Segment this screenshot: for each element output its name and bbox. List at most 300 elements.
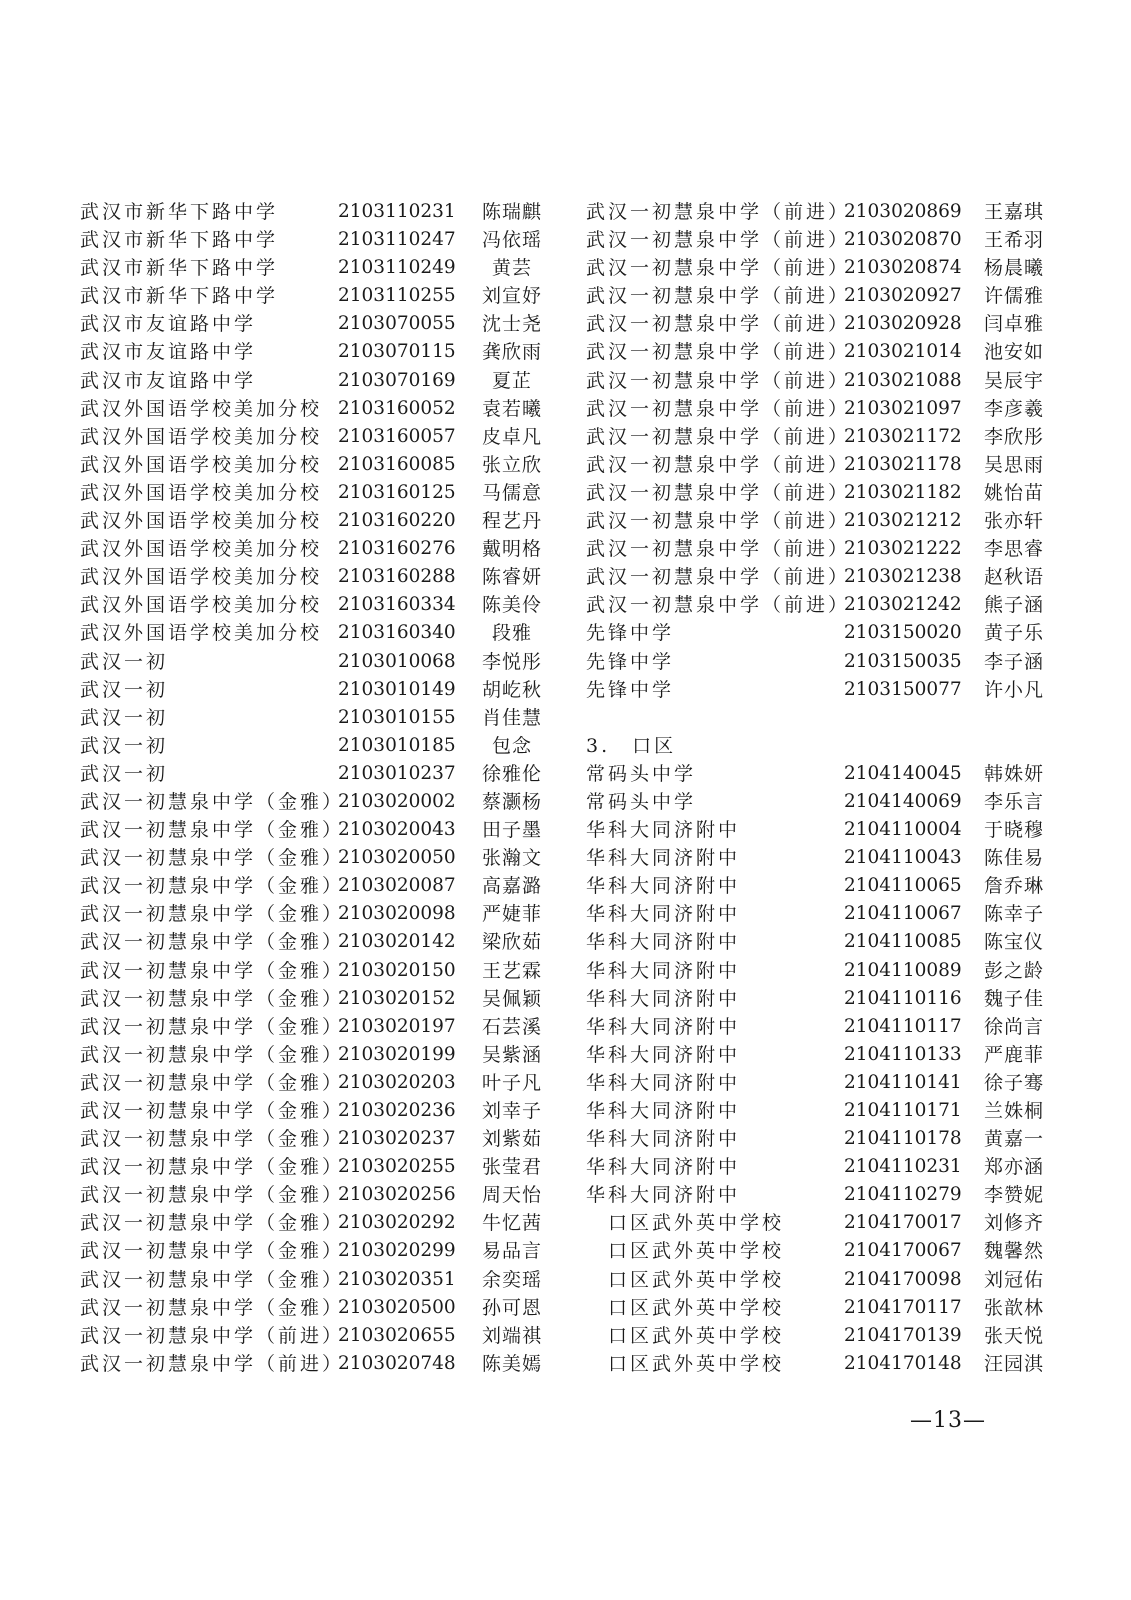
student-id-cell: 2104110171 — [844, 1100, 962, 1121]
table-row — [80, 957, 560, 985]
table-row — [586, 648, 1066, 676]
student-name-cell: 程艺丹 — [481, 510, 542, 533]
table-row — [586, 900, 1066, 928]
table-row — [586, 395, 1066, 423]
school-cell: 华科大同济附中 — [586, 1128, 741, 1151]
student-name-cell: 徐子骞 — [983, 1071, 1044, 1094]
school-cell: 常码头中学 — [586, 762, 697, 785]
school-cell: 口区武外英中学校 — [586, 1212, 785, 1235]
student-id-cell: 2103020050 — [338, 847, 456, 869]
student-id-cell: 2103160220 — [338, 510, 456, 532]
student-name-cell: 沈士尧 — [481, 313, 542, 336]
school-cell: 武汉一初慧泉中学（前进） — [586, 229, 851, 252]
student-name-cell: 梁欣茹 — [481, 931, 542, 954]
student-id-cell: 2103020142 — [338, 931, 456, 953]
student-name-cell: 李乐言 — [983, 790, 1044, 813]
table-row — [80, 563, 560, 591]
table-row — [80, 648, 560, 676]
school-cell: 武汉一初慧泉中学（金雅） — [80, 987, 345, 1010]
student-id-cell: 2103020199 — [338, 1043, 456, 1065]
student-id-cell: 2103010185 — [338, 734, 456, 756]
table-row — [586, 226, 1066, 254]
school-cell: 武汉一初慧泉中学（前进） — [586, 566, 851, 589]
student-name-cell: 姚怡苗 — [983, 481, 1044, 504]
table-row — [586, 535, 1066, 563]
student-id-cell: 2103110249 — [338, 257, 456, 279]
school-cell: 武汉外国语学校美加分校 — [80, 453, 323, 476]
table-row — [586, 844, 1066, 872]
student-id-cell: 2104140069 — [844, 790, 962, 812]
table-row — [80, 451, 560, 479]
student-name-cell: 夏芷 — [491, 369, 532, 392]
table-row — [586, 1237, 1066, 1265]
table-row — [80, 535, 560, 563]
student-id-cell: 2103020255 — [338, 1156, 456, 1178]
school-cell: 常码头中学 — [586, 790, 697, 813]
school-cell: 武汉市友谊路中学 — [80, 341, 257, 364]
table-row — [586, 1181, 1066, 1209]
table-row — [586, 985, 1066, 1013]
student-id-cell: 2103021182 — [844, 481, 962, 503]
page-number: —13— — [910, 1408, 986, 1433]
student-id-cell: 2104170067 — [844, 1240, 962, 1262]
school-cell: 武汉一初慧泉中学（金雅） — [80, 847, 345, 870]
student-id-cell: 2103021014 — [844, 341, 962, 363]
student-name-cell: 刘幸子 — [481, 1100, 542, 1122]
table-row — [586, 957, 1066, 985]
table-row — [80, 1266, 560, 1294]
school-cell: 武汉一初慧泉中学（前进） — [586, 425, 851, 448]
table-row — [80, 282, 560, 310]
school-cell: 武汉一初 — [80, 650, 169, 673]
table-row — [80, 479, 560, 507]
section-heading: 3. 口区 — [586, 734, 677, 757]
student-name-cell: 包念 — [491, 734, 532, 757]
school-cell: 武汉一初慧泉中学（金雅） — [80, 790, 345, 813]
table-row — [586, 1153, 1066, 1181]
table-row — [80, 704, 560, 732]
school-cell: 武汉市新华下路中学 — [80, 201, 279, 223]
table-row — [80, 816, 560, 844]
table-row — [80, 760, 560, 788]
table-row — [80, 338, 560, 366]
school-cell: 口区武外英中学校 — [586, 1268, 785, 1291]
student-id-cell: 2103020087 — [338, 875, 456, 897]
school-cell: 武汉外国语学校美加分校 — [80, 538, 323, 561]
student-id-cell: 2104170017 — [844, 1212, 962, 1234]
student-id-cell: 2103160340 — [338, 622, 456, 644]
table-row — [80, 310, 560, 338]
student-id-cell: 2103020292 — [338, 1212, 456, 1234]
student-name-cell: 张亦轩 — [983, 510, 1044, 533]
school-cell: 武汉一初慧泉中学（前进） — [586, 594, 851, 617]
table-row — [80, 1069, 560, 1097]
table-row — [80, 900, 560, 928]
student-name-cell: 彭之龄 — [983, 959, 1044, 982]
student-id-cell: 2103021172 — [844, 425, 962, 447]
school-cell: 武汉一初慧泉中学（前进） — [586, 397, 851, 420]
school-cell: 武汉一初慧泉中学（金雅） — [80, 1015, 345, 1038]
student-id-cell: 2104110133 — [844, 1043, 962, 1065]
school-cell: 武汉外国语学校美加分校 — [80, 425, 323, 448]
table-row — [80, 591, 560, 619]
student-id-cell: 2104110178 — [844, 1128, 962, 1150]
table-row — [586, 1350, 1066, 1378]
table-row — [586, 1294, 1066, 1322]
student-name-cell: 刘宣妤 — [481, 285, 542, 308]
student-id-cell: 2103020869 — [844, 201, 962, 222]
school-cell: 华科大同济附中 — [586, 847, 741, 870]
student-id-cell: 2103160052 — [338, 397, 456, 419]
student-name-cell: 闫卓雅 — [983, 313, 1044, 336]
student-name-cell: 许儒雅 — [983, 285, 1044, 308]
student-id-cell: 2104170139 — [844, 1324, 962, 1346]
student-name-cell: 余奕瑶 — [481, 1268, 542, 1291]
student-id-cell: 2103070055 — [338, 313, 456, 335]
table-row — [80, 395, 560, 423]
student-id-cell: 2103110247 — [338, 229, 456, 251]
school-cell: 武汉外国语学校美加分校 — [80, 397, 323, 420]
student-name-cell: 池安如 — [983, 341, 1044, 364]
table-row — [586, 928, 1066, 956]
student-name-cell: 王艺霖 — [481, 959, 542, 982]
table-row — [586, 563, 1066, 591]
student-id-cell: 2103020748 — [338, 1352, 456, 1374]
table-row — [80, 1097, 560, 1125]
school-cell: 武汉市新华下路中学 — [80, 229, 279, 252]
right-column-top-list — [586, 198, 1066, 704]
school-cell: 武汉市友谊路中学 — [80, 313, 257, 336]
table-row — [586, 872, 1066, 900]
student-name-cell: 吴思雨 — [983, 453, 1044, 476]
school-cell: 武汉一初慧泉中学（前进） — [586, 201, 851, 223]
school-cell: 华科大同济附中 — [586, 1156, 741, 1179]
student-id-cell: 2104110116 — [844, 987, 962, 1009]
student-name-cell: 孙可恩 — [481, 1296, 542, 1319]
table-row — [586, 676, 1066, 704]
school-cell: 武汉一初慧泉中学（金雅） — [80, 959, 345, 982]
student-name-cell: 张天悦 — [983, 1324, 1044, 1347]
table-row — [586, 1322, 1066, 1350]
school-cell: 武汉外国语学校美加分校 — [80, 481, 323, 504]
table-row — [586, 423, 1066, 451]
student-id-cell: 2103020655 — [338, 1324, 456, 1346]
student-id-cell: 2103020098 — [338, 903, 456, 925]
student-id-cell: 2103021097 — [844, 397, 962, 419]
table-row — [80, 1237, 560, 1265]
student-name-cell: 李彦羲 — [983, 397, 1044, 420]
student-name-cell: 许小凡 — [983, 678, 1044, 701]
table-row — [80, 1181, 560, 1209]
student-id-cell: 2103021178 — [844, 453, 962, 475]
school-cell: 武汉一初慧泉中学（金雅） — [80, 1043, 345, 1066]
school-cell: 武汉一初慧泉中学（前进） — [586, 313, 851, 336]
student-id-cell: 2104170117 — [844, 1296, 962, 1318]
student-name-cell: 严鹿菲 — [983, 1043, 1044, 1066]
student-id-cell: 2104110279 — [844, 1184, 962, 1206]
school-cell: 武汉一初慧泉中学（前进） — [586, 341, 851, 364]
student-name-cell: 田子墨 — [481, 819, 542, 842]
student-name-cell: 张歆林 — [983, 1296, 1044, 1319]
table-row — [586, 788, 1066, 816]
table-row — [80, 676, 560, 704]
student-name-cell: 徐尚言 — [983, 1015, 1044, 1038]
student-name-cell: 陈美伶 — [481, 594, 542, 617]
table-row — [586, 451, 1066, 479]
table-row — [586, 1266, 1066, 1294]
table-row — [80, 844, 560, 872]
student-id-cell: 2103110231 — [338, 201, 456, 222]
table-row — [80, 507, 560, 535]
student-id-cell: 2103020236 — [338, 1100, 456, 1121]
student-id-cell: 2103021212 — [844, 510, 962, 532]
student-name-cell: 王嘉琪 — [983, 201, 1044, 223]
student-name-cell: 陈佳易 — [983, 847, 1044, 870]
school-cell: 华科大同济附中 — [586, 1100, 741, 1122]
school-cell: 武汉市新华下路中学 — [80, 257, 279, 280]
table-row — [586, 1097, 1066, 1125]
student-id-cell: 2103020237 — [338, 1128, 456, 1150]
student-name-cell: 陈幸子 — [983, 903, 1044, 926]
right-column-bottom-list — [586, 760, 1066, 1378]
student-id-cell: 2103021242 — [844, 594, 962, 616]
student-id-cell: 2103020500 — [338, 1296, 456, 1318]
student-id-cell: 2104110065 — [844, 875, 962, 897]
student-id-cell: 2103020152 — [338, 987, 456, 1009]
student-name-cell: 李悦彤 — [481, 650, 542, 673]
student-name-cell: 黄嘉一 — [983, 1128, 1044, 1151]
table-row — [586, 310, 1066, 338]
table-row — [80, 985, 560, 1013]
student-id-cell: 2103010155 — [338, 706, 456, 728]
table-row — [586, 619, 1066, 647]
school-cell: 武汉一初慧泉中学（前进） — [586, 285, 851, 308]
student-id-cell: 2104110117 — [844, 1015, 962, 1037]
student-name-cell: 陈美嫣 — [481, 1352, 542, 1375]
school-cell: 武汉一初慧泉中学（金雅） — [80, 1128, 345, 1151]
student-name-cell: 杨晨曦 — [983, 257, 1044, 280]
school-cell: 武汉一初慧泉中学（前进） — [586, 453, 851, 476]
student-name-cell: 陈睿妍 — [481, 566, 542, 589]
student-id-cell: 2103160288 — [338, 566, 456, 588]
student-name-cell: 李思睿 — [983, 538, 1044, 561]
student-id-cell: 2103020351 — [338, 1268, 456, 1290]
student-id-cell: 2104110043 — [844, 847, 962, 869]
student-name-cell: 张莹君 — [481, 1156, 542, 1179]
school-cell: 武汉一初慧泉中学（金雅） — [80, 1100, 345, 1122]
table-row — [80, 198, 560, 226]
student-name-cell: 熊子涵 — [983, 594, 1044, 617]
table-row — [80, 1041, 560, 1069]
student-id-cell: 2103020150 — [338, 959, 456, 981]
school-cell: 武汉一初慧泉中学（前进） — [586, 481, 851, 504]
student-name-cell: 魏馨然 — [983, 1240, 1044, 1263]
student-id-cell: 2103150077 — [844, 678, 962, 700]
student-id-cell: 2104110085 — [844, 931, 962, 953]
table-row — [80, 254, 560, 282]
student-id-cell: 2104110067 — [844, 903, 962, 925]
student-name-cell: 陈瑞麒 — [481, 201, 542, 223]
student-name-cell: 郑亦涵 — [983, 1156, 1044, 1179]
student-id-cell: 2103150020 — [844, 622, 962, 644]
student-name-cell: 黄芸 — [491, 257, 532, 280]
school-cell: 华科大同济附中 — [586, 1015, 741, 1038]
student-name-cell: 吴辰宇 — [983, 369, 1044, 392]
student-id-cell: 2103010237 — [338, 762, 456, 784]
table-row — [80, 788, 560, 816]
table-row — [586, 591, 1066, 619]
school-cell: 华科大同济附中 — [586, 1071, 741, 1094]
student-id-cell: 2104110231 — [844, 1156, 962, 1178]
student-name-cell: 袁若曦 — [481, 397, 542, 420]
school-cell: 武汉一初慧泉中学（金雅） — [80, 1071, 345, 1094]
section-spacer — [586, 704, 1066, 732]
table-row — [586, 282, 1066, 310]
table-row — [586, 1041, 1066, 1069]
student-id-cell: 2103020927 — [844, 285, 962, 307]
table-row — [80, 619, 560, 647]
student-name-cell: 皮卓凡 — [481, 425, 542, 448]
school-cell: 武汉外国语学校美加分校 — [80, 594, 323, 617]
table-row — [586, 198, 1066, 226]
table-row — [80, 1294, 560, 1322]
student-name-cell: 汪园淇 — [983, 1352, 1044, 1375]
school-cell: 口区武外英中学校 — [586, 1324, 785, 1347]
student-name-cell: 马儒意 — [481, 481, 542, 504]
right-column — [586, 198, 1066, 1378]
student-id-cell: 2103020256 — [338, 1184, 456, 1206]
student-name-cell: 周天怡 — [481, 1184, 542, 1207]
school-cell: 武汉一初慧泉中学（金雅） — [80, 819, 345, 842]
table-row — [80, 1153, 560, 1181]
student-id-cell: 2104110141 — [844, 1071, 962, 1093]
school-cell: 武汉一初 — [80, 734, 169, 757]
student-name-cell: 冯依瑶 — [481, 229, 542, 252]
student-id-cell: 2103010149 — [338, 678, 456, 700]
table-row — [586, 816, 1066, 844]
student-id-cell: 2103160085 — [338, 453, 456, 475]
student-name-cell: 刘冠佑 — [983, 1268, 1044, 1291]
student-id-cell: 2103070169 — [338, 369, 456, 391]
table-row — [80, 1350, 560, 1378]
student-name-cell: 李赞妮 — [983, 1184, 1044, 1207]
student-name-cell: 张立欣 — [481, 453, 542, 476]
student-name-cell: 段雅 — [491, 622, 532, 645]
student-id-cell: 2104170148 — [844, 1352, 962, 1374]
student-id-cell: 2103020043 — [338, 819, 456, 841]
student-name-cell: 詹乔琳 — [983, 875, 1044, 898]
table-row — [80, 928, 560, 956]
student-name-cell: 易品言 — [481, 1240, 542, 1263]
table-row — [80, 1209, 560, 1237]
student-id-cell: 2103020870 — [844, 229, 962, 251]
school-cell: 武汉外国语学校美加分校 — [80, 566, 323, 589]
student-name-cell: 张瀚文 — [481, 847, 542, 870]
student-name-cell: 龚欣雨 — [481, 341, 542, 364]
student-name-cell: 徐雅伦 — [481, 762, 542, 785]
school-cell: 武汉一初慧泉中学（前进） — [586, 369, 851, 392]
table-row — [586, 479, 1066, 507]
student-id-cell: 2103010068 — [338, 650, 456, 672]
school-cell: 武汉一初慧泉中学（金雅） — [80, 931, 345, 954]
student-id-cell: 2103020928 — [844, 313, 962, 335]
school-cell: 华科大同济附中 — [586, 1184, 741, 1207]
table-row — [586, 367, 1066, 395]
student-id-cell: 2104110089 — [844, 959, 962, 981]
school-cell: 武汉一初慧泉中学（前进） — [80, 1352, 345, 1375]
school-cell: 武汉一初慧泉中学（金雅） — [80, 875, 345, 898]
student-id-cell: 2103021088 — [844, 369, 962, 391]
school-cell: 武汉一初慧泉中学（前进） — [586, 510, 851, 533]
student-name-cell: 兰姝桐 — [983, 1100, 1044, 1122]
school-cell: 先锋中学 — [586, 650, 675, 673]
table-row — [80, 872, 560, 900]
student-name-cell: 高嘉潞 — [481, 875, 542, 898]
school-cell: 武汉一初慧泉中学（金雅） — [80, 1156, 345, 1179]
school-cell: 武汉一初慧泉中学（前进） — [586, 538, 851, 561]
school-cell: 华科大同济附中 — [586, 903, 741, 926]
school-cell: 口区武外英中学校 — [586, 1296, 785, 1319]
table-row — [80, 1322, 560, 1350]
table-row — [80, 367, 560, 395]
school-cell: 武汉市友谊路中学 — [80, 369, 257, 392]
student-name-cell: 刘端祺 — [481, 1324, 542, 1347]
student-id-cell: 2103150035 — [844, 650, 962, 672]
school-cell: 武汉外国语学校美加分校 — [80, 622, 323, 645]
student-name-cell: 李子涵 — [983, 650, 1044, 673]
school-cell: 武汉市新华下路中学 — [80, 285, 279, 308]
student-id-cell: 2104140045 — [844, 762, 962, 784]
student-id-cell: 2103070115 — [338, 341, 456, 363]
student-name-cell: 刘修齐 — [983, 1212, 1044, 1235]
student-id-cell: 2103110255 — [338, 285, 456, 307]
student-name-cell: 肖佳慧 — [481, 706, 542, 729]
student-id-cell: 2103020002 — [338, 790, 456, 812]
school-cell: 武汉一初慧泉中学（前进） — [80, 1324, 345, 1347]
student-name-cell: 胡屹秋 — [481, 678, 542, 701]
student-name-cell: 黄子乐 — [983, 622, 1044, 645]
table-row — [586, 760, 1066, 788]
school-cell: 武汉一初慧泉中学（金雅） — [80, 1184, 345, 1207]
table-row — [80, 732, 560, 760]
student-name-cell: 王希羽 — [983, 229, 1044, 252]
student-name-cell: 陈宝仪 — [983, 931, 1044, 954]
student-id-cell: 2103160334 — [338, 594, 456, 616]
student-name-cell: 于晓穆 — [983, 819, 1044, 842]
student-id-cell: 2103020203 — [338, 1071, 456, 1093]
school-cell: 武汉一初慧泉中学（金雅） — [80, 1212, 345, 1235]
table-row — [586, 1013, 1066, 1041]
student-id-cell: 2103021238 — [844, 566, 962, 588]
school-cell: 武汉一初慧泉中学（金雅） — [80, 1240, 345, 1263]
school-cell: 先锋中学 — [586, 622, 675, 645]
student-name-cell: 魏子佳 — [983, 987, 1044, 1010]
school-cell: 武汉一初慧泉中学（金雅） — [80, 1268, 345, 1291]
student-name-cell: 韩姝妍 — [983, 762, 1044, 785]
school-cell: 武汉一初 — [80, 678, 169, 701]
school-cell: 武汉一初 — [80, 762, 169, 785]
school-cell: 华科大同济附中 — [586, 819, 741, 842]
school-cell: 口区武外英中学校 — [586, 1240, 785, 1263]
table-row — [586, 507, 1066, 535]
table-row — [586, 1069, 1066, 1097]
school-cell: 口区武外英中学校 — [586, 1352, 785, 1375]
student-id-cell: 2103021222 — [844, 538, 962, 560]
student-name-cell: 赵秋语 — [983, 566, 1044, 589]
school-cell: 武汉一初慧泉中学（金雅） — [80, 903, 345, 926]
school-cell: 华科大同济附中 — [586, 987, 741, 1010]
school-cell: 武汉一初 — [80, 706, 169, 729]
